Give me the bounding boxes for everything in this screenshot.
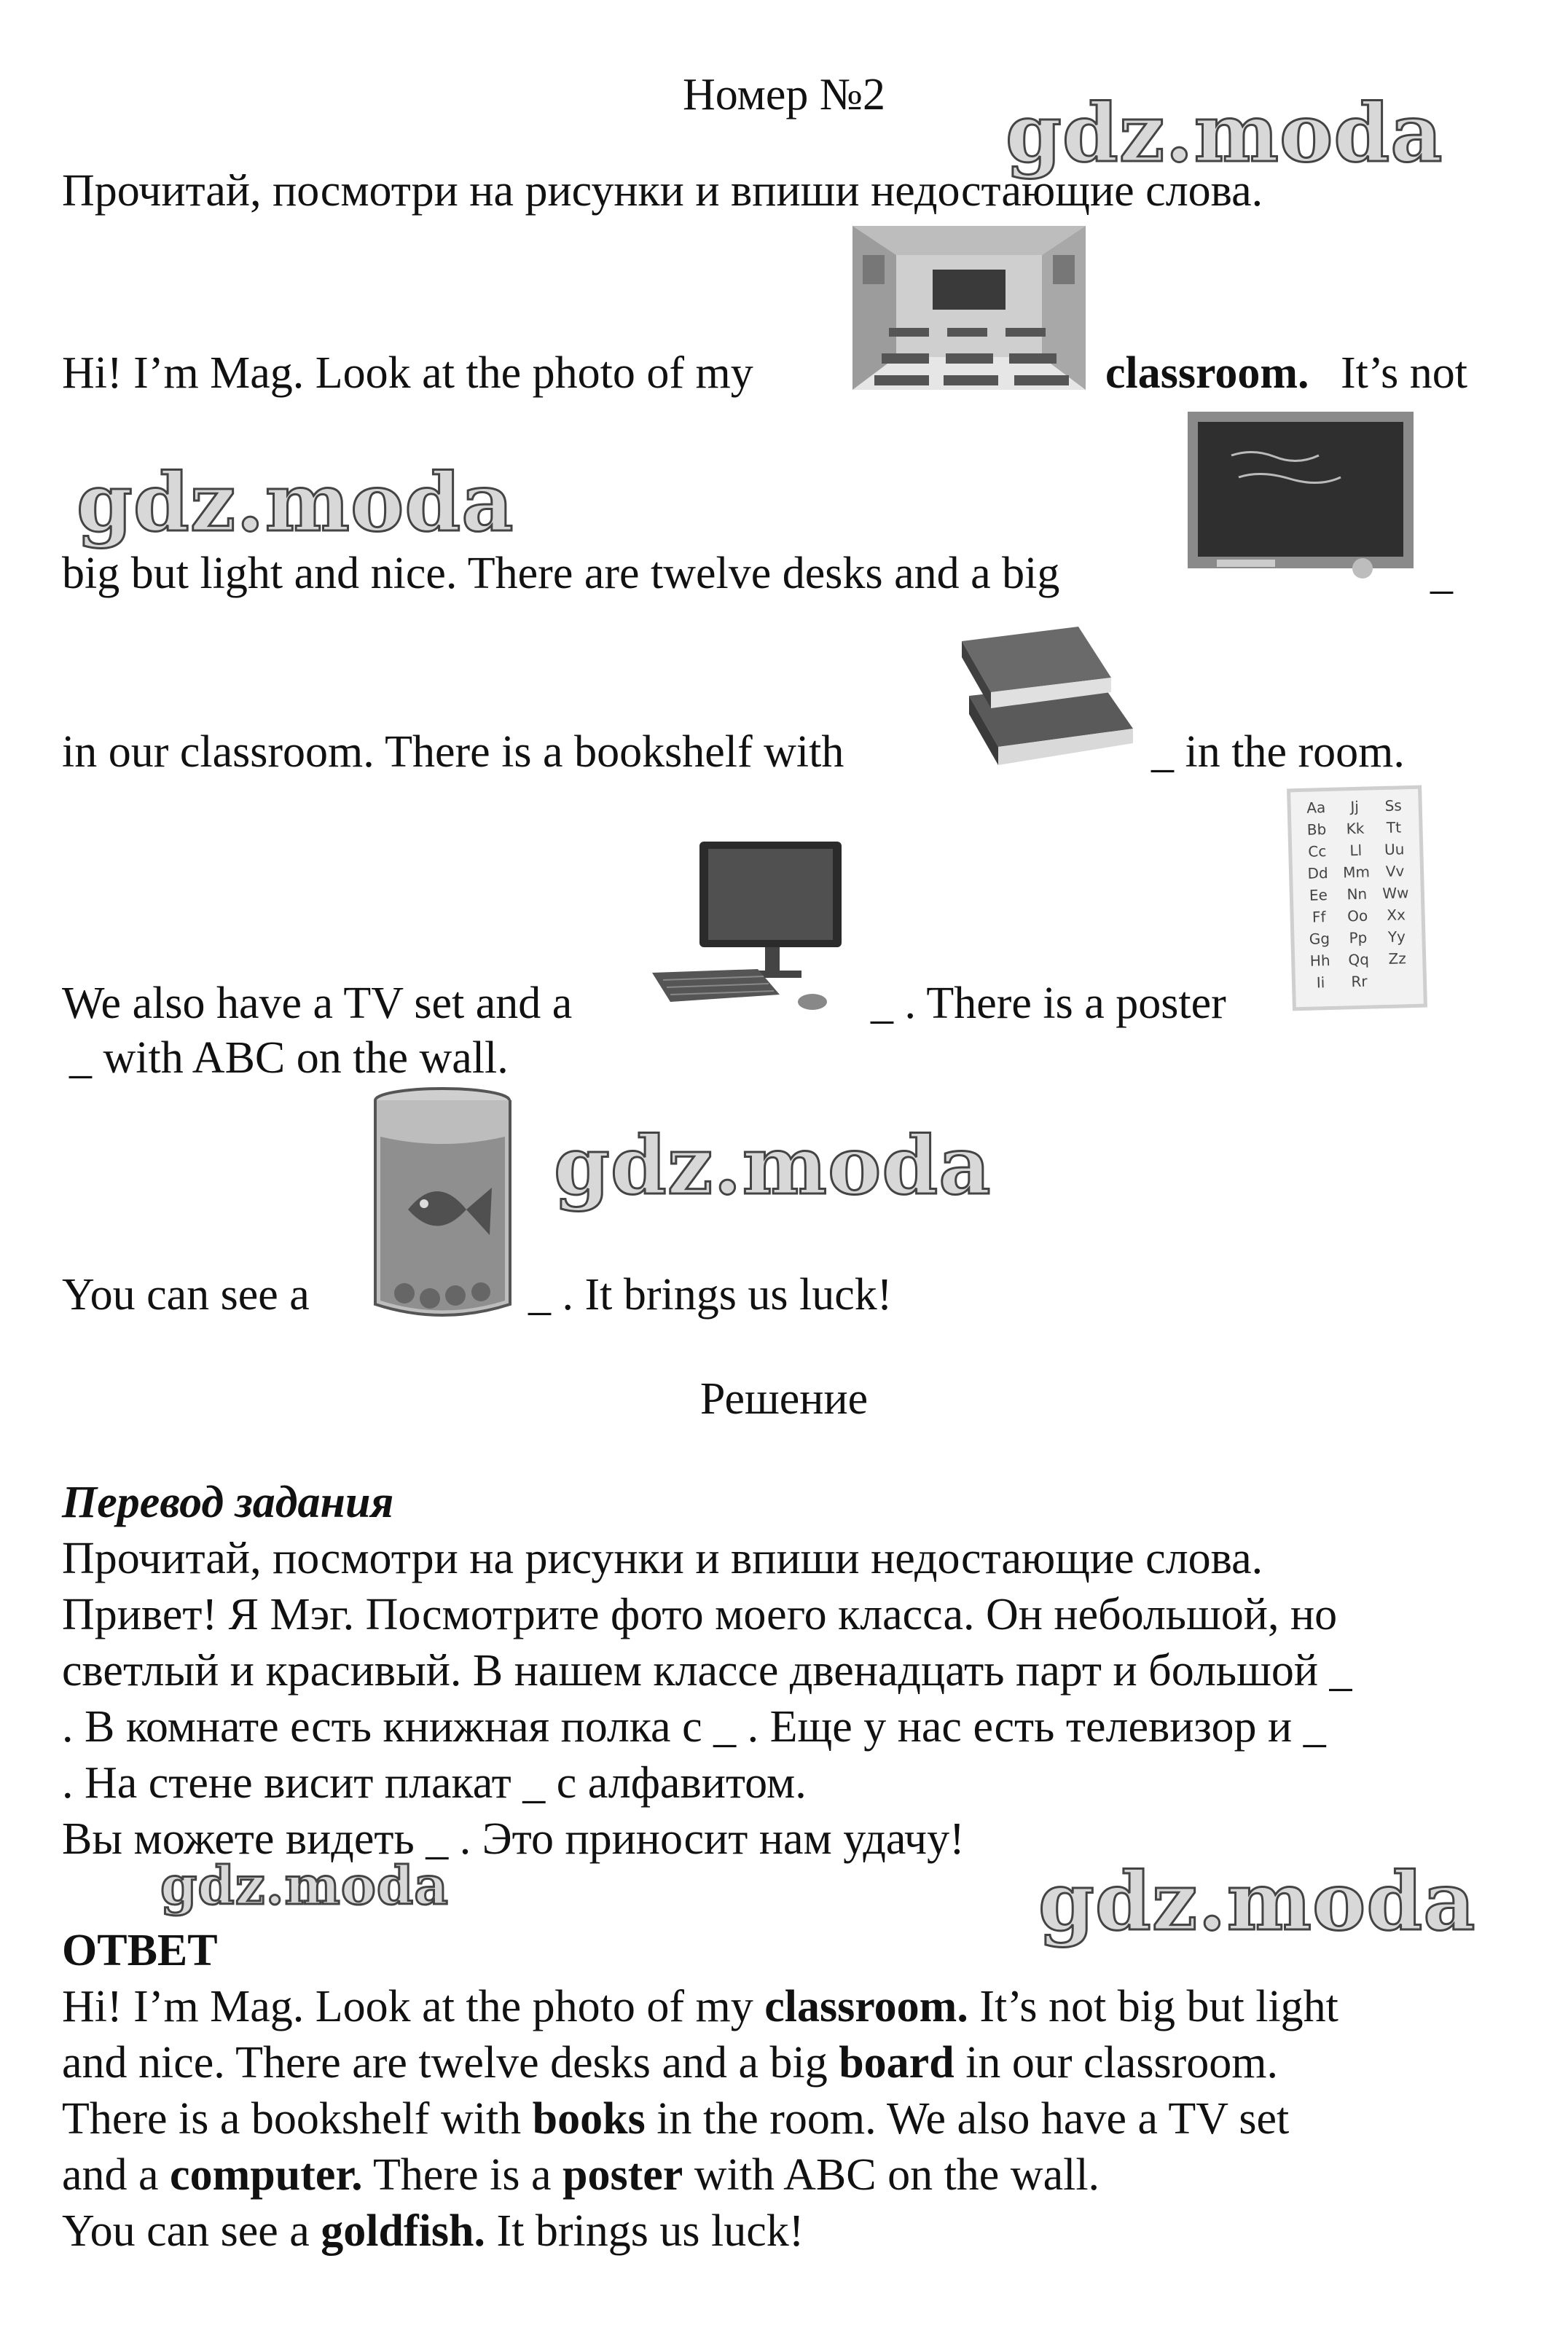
answer-line <box>62 2092 1289 2146</box>
answer-text: It’s not big but light <box>968 1982 1338 2031</box>
poster-letter: Ll <box>1349 841 1363 860</box>
classroom-picture <box>852 226 1086 390</box>
poster-letter: Ss <box>1384 796 1403 815</box>
translation-line: Вы можете видеть _ . Это приносит нам удачу! <box>62 1814 965 1864</box>
task-line: _ . It brings us luck! <box>528 1270 893 1320</box>
poster-letter: Tt <box>1386 818 1402 836</box>
poster-letter: Aa <box>1306 799 1326 817</box>
classroom-word: classroom. <box>1105 348 1309 398</box>
poster-letter: Ii <box>1316 973 1325 992</box>
task-line: _ with ABC on the wall. <box>69 1033 509 1083</box>
poster-letter: Mm <box>1342 863 1371 882</box>
watermark: gdz.moda <box>77 455 514 549</box>
task-line: It’s not <box>1341 348 1467 398</box>
computer-picture <box>648 838 845 1016</box>
task-line: _ in the room. <box>1151 727 1405 777</box>
answer-word: classroom. <box>764 1982 968 2031</box>
poster-letter <box>1379 971 1418 994</box>
poster-letter: Ff <box>1312 908 1326 926</box>
translation-line: Прочитай, посмотри на рисунки и впиши недостающие слова. <box>62 1534 1263 1583</box>
task-line: You can see a <box>62 1270 310 1320</box>
task-line: We also have a TV set and a <box>62 979 573 1028</box>
task-line: Hi! I’m Mag. Look at the photo of my <box>62 348 753 398</box>
poster-letter: Ee <box>1309 886 1328 904</box>
poster-letter: Bb <box>1306 820 1327 839</box>
poster-letter: Nn <box>1346 885 1368 904</box>
answer-line <box>62 2204 804 2258</box>
answer-line <box>62 2148 1099 2202</box>
translation-line: светлый и красивый. В нашем классе двенадцать парт и большой _ <box>62 1646 1352 1696</box>
answer-text: in the room. We also have a TV set <box>645 2094 1290 2144</box>
translation-line: . В комнате есть книжная полка с _ . Еще у нас есть телевизор и _ <box>62 1702 1326 1752</box>
task-instruction: Прочитай, посмотри на рисунки и впиши недостающие слова. <box>62 166 1263 216</box>
answer-word: books <box>532 2094 646 2144</box>
poster-letter: Zz <box>1388 949 1407 968</box>
poster-letter: Pp <box>1349 928 1368 947</box>
answer-word: poster <box>562 2150 683 2200</box>
poster-letter: Oo <box>1346 906 1368 925</box>
answer-text: There is a bookshelf with <box>62 2094 533 2144</box>
answer-text: with ABC on the wall. <box>683 2150 1100 2200</box>
watermark: gdz.moda <box>1006 86 1443 180</box>
goldfish-picture <box>364 1086 521 1322</box>
poster-letter: Hh <box>1309 951 1330 970</box>
watermark: gdz.moda <box>554 1118 992 1212</box>
books-picture <box>954 619 1140 769</box>
task-line: in our classroom. There is a bookshelf with <box>62 727 844 777</box>
answer-word: goldfish. <box>321 2206 485 2256</box>
poster-letter: Yy <box>1387 928 1406 946</box>
poster-letter: Ww <box>1381 884 1409 903</box>
translation-line: Привет! Я Мэг. Посмотрите фото моего класса. Он небольшой, но <box>62 1590 1338 1639</box>
poster-letter: Jj <box>1350 797 1360 816</box>
answer-text: and a <box>62 2150 170 2200</box>
blank: _ <box>1430 549 1453 598</box>
solution-heading: Решение <box>699 1374 869 1424</box>
poster-letter: Xx <box>1387 906 1406 924</box>
watermark: gdz.moda <box>160 1854 449 1916</box>
poster-letter: Qq <box>1348 950 1370 969</box>
answer-text: You can see a <box>62 2206 321 2256</box>
poster-letter: Dd <box>1307 864 1328 882</box>
translation-line: . На стене висит плакат _ с алфавитом. <box>62 1758 807 1808</box>
task-line: _ . There is a poster <box>871 979 1226 1028</box>
translation-heading: Перевод задания <box>62 1478 394 1527</box>
answer-word: computer. <box>170 2150 363 2200</box>
poster-letter: Vv <box>1385 862 1405 880</box>
answer-text: in our classroom. <box>954 2038 1278 2088</box>
answer-text: It brings us luck! <box>485 2206 804 2256</box>
task-line: big but light and nice. There are twelve desks and a big <box>62 549 1060 598</box>
page-title: Номер №2 <box>682 70 885 119</box>
answer-text: and nice. There are twelve desks and a big <box>62 2038 839 2088</box>
answer-text: Hi! I’m Mag. Look at the photo of my <box>62 1982 765 2031</box>
answer-line <box>62 1980 1338 2034</box>
board-picture <box>1188 412 1414 583</box>
poster-letter: Kk <box>1346 819 1365 838</box>
answer-text: There is a <box>362 2150 562 2200</box>
poster-letter: Cc <box>1308 842 1327 861</box>
alphabet-poster-picture <box>1287 785 1427 1011</box>
poster-letter: Rr <box>1351 972 1368 991</box>
answer-line <box>62 2036 1278 2090</box>
poster-letter: Uu <box>1384 840 1405 858</box>
watermark: gdz.moda <box>1038 1854 1476 1948</box>
answer-word: board <box>839 2038 954 2088</box>
poster-letter: Gg <box>1309 930 1330 948</box>
answer-heading: ОТВЕТ <box>62 1926 218 1975</box>
